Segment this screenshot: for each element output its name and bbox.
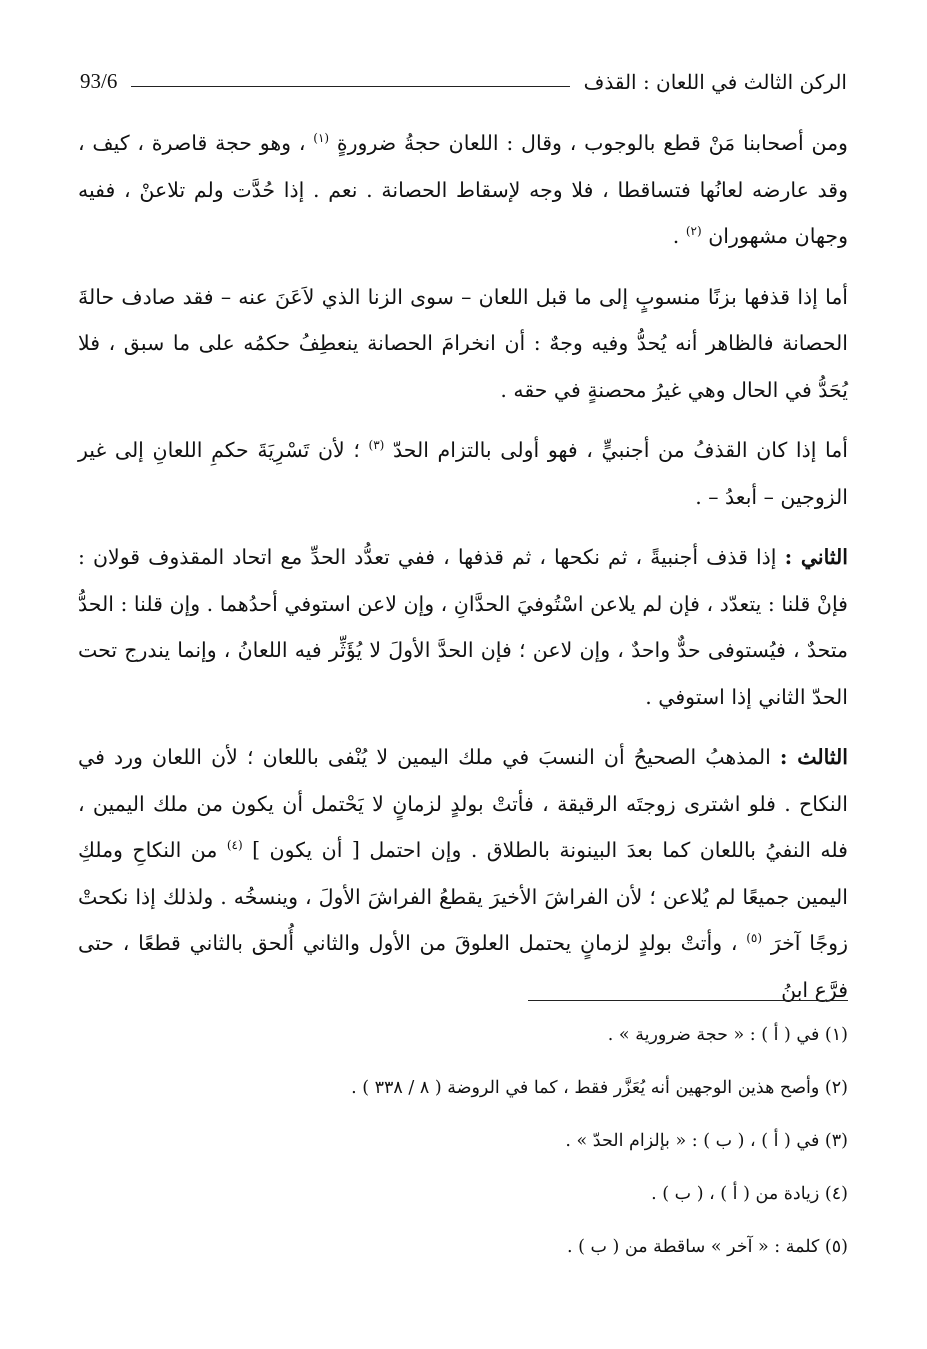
footnote-ref-4: (٤) <box>226 838 243 853</box>
paragraph-3-text-a: أما إذا كان القذفُ من أجنبيٍّ ، فهو أولى بالتزام الحدّ <box>392 438 848 462</box>
paragraph-4 <box>78 534 848 720</box>
footnote-separator <box>528 1000 848 1001</box>
paragraph-5-text-b: من النكاحِ وملكِ اليمين جميعًا لم يُلاعن ؛ لأن الفراشَ الأخيرَ يقطعُ الفراشَ الأولَ ، وينسخُه . ولذلك إذا نكحتْ زوجًا آخرَ <box>78 838 848 955</box>
page-number: 93/6 <box>80 69 118 93</box>
paragraph-3 <box>78 427 848 520</box>
paragraph-4-text: إذا قذف أجنبيةً ، ثم نكحها ، ثم قذفها ، ففي تعدُّد الحدِّ مع اتحاد المقذوف قولان : فإنْ قلنا : يتعدّد ، فإن لم يلاعن اسْتُوفيَ الحدَّانِ ، وإن لاعن استوفي أحدُهما . وإن قلنا : الحدُّ متحدٌ ، فيُستوفى حدٌّ واحدٌ ، وإن لاعن ؛ فإن الحدَّ الأولَ لا يُؤَثِّر فيه اللعانُ ، وإنما يندرج تحت الحدّ الثاني إذا استوفي . <box>78 545 848 709</box>
paragraph-1-text-c: . <box>672 224 680 248</box>
paragraph-5-text-a: المذهبُ الصحيحُ أن النسبَ في ملك اليمين لا يُنْفى باللعان ؛ لأن اللعان ورد في النكاح . فلو اشترى زوجتَه الرقيقة ، فأتتْ بولدٍ لزمانٍ لا يَحْتمل أن يكون من ملك اليمين ، فله النفيُ باللعان كما بعدَ البينونة بالطلاق . وإن احتمل [ أن يكون ] <box>78 745 848 862</box>
paragraph-1-text-a: ومن أصحابنا مَنْ قطع بالوجوب ، وقال : اللعان حجةُ ضرورةٍ <box>336 131 848 155</box>
section-heading-third: الثالث : <box>779 745 848 769</box>
section-heading-second: الثاني : <box>784 545 848 569</box>
footnote-ref-2: (٢) <box>685 224 702 239</box>
footnote-2: (٢) وأصح هذين الوجهين أنه يُعَزَّر فقط ، كما في الروضة ( ٨ / ٣٣٨ ) . <box>351 1078 848 1098</box>
footnote-1: (١) في ( أ ) : « حجة ضرورية » . <box>607 1025 848 1045</box>
paragraph-1-text-b: ، وهو حجة قاصرة ، كيف ، وقد عارضه لعانُها فتساقطا ، فلا وجه لإسقاط الحصانة . نعم . إذا حُدَّت ولم تلاعنْ ، ففيه وجهان مشهوران <box>78 131 848 248</box>
paragraph-5 <box>78 734 848 1013</box>
paragraph-5-text-c: ، وأتتْ بولدٍ لزمانٍ يحتمل العلوقَ من الأول والثاني أُلحق بالثاني قطعًا ، حتى فرَّع ابنُ <box>78 931 848 1002</box>
footnote-ref-1: (١) <box>313 131 330 146</box>
paragraph-1 <box>78 120 848 260</box>
footnote-ref-5: (٥) <box>746 931 763 946</box>
footnote-4: (٤) زيادة من ( أ ) ، ( ب ) . <box>651 1184 848 1204</box>
paragraph-3-text-b: ؛ لأن تَسْرِيَةَ حكمِ اللعانِ إلى غير الزوجين – أبعدُ – . <box>78 438 848 509</box>
footnote-ref-3: (٣) <box>368 438 385 453</box>
footnotes <box>78 1022 848 1287</box>
page-header <box>80 60 847 94</box>
paragraph-2: أما إذا قذفها بزنًا منسوبٍ إلى ما قبل اللعان – سوى الزنا الذي لاَعَنَ عنه – فقد صادف حالةَ الحصانة فالظاهر أنه يُحدُّ وفيه وجهٌ : أن انخرامَ الحصانة ينعطِفُ حكمُه على ما سبق ، فلا يُحَدُّ في الحال وهي غيرُ محصنةٍ في حقه . <box>78 284 848 402</box>
running-title: الركن الثالث في اللعان : القذف <box>583 70 847 94</box>
footnote-5: (٥) كلمة : « آخر » ساقطة من ( ب ) . <box>566 1237 848 1257</box>
header-rule <box>131 86 569 87</box>
main-text <box>78 120 848 1027</box>
footnote-3: (٣) في ( أ ) ، ( ب ) : « بإلزام الحدّ » . <box>565 1131 848 1151</box>
